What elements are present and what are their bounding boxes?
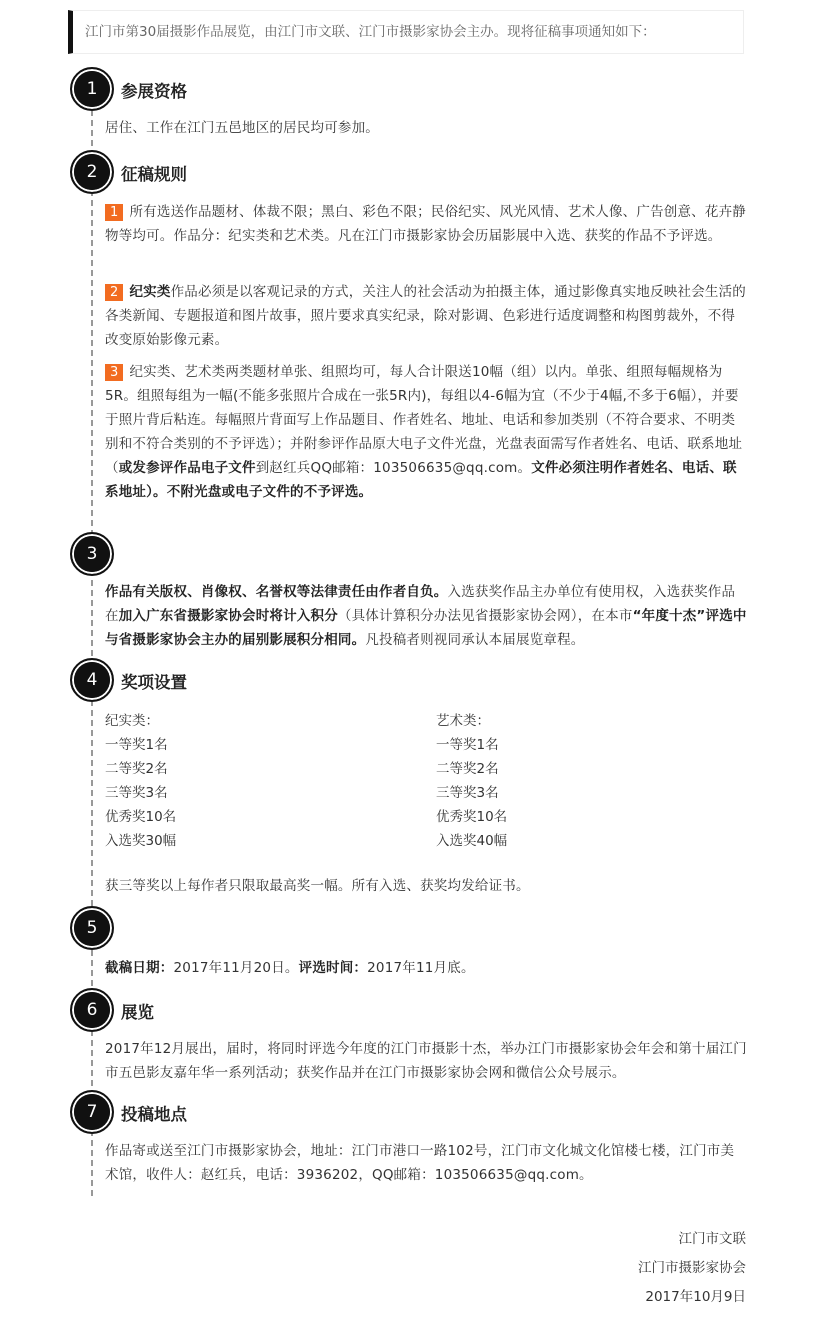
awards-art [436, 709, 507, 853]
section-number-7: 7 [70, 1090, 114, 1134]
awards-doc-item: 入选奖30幅 [105, 833, 177, 849]
rule-3-text: 纪实类、艺术类两类题材单张、组照均可，每人合计限送10幅（组）以内。单张、组照每幅规格为5R。组照每组为一幅(不能多张照片合成在一张5R内)，每组以4-6幅为宜（不少于4幅,不多于6幅），并要于照片背后粘连。每幅照片背面写上作品题目、作者姓名、地址、电话和参加类别（不符合要求、不明类别和不符合类别的不予评选）；并附参评作品原大电子文件光盘，光盘表面需写作者姓名、电话、联系地址（ [105, 364, 743, 476]
submission-text: 作品寄或送至江门市摄影家协会，地址：江门市港口一路102号，江门市文化城文化馆楼七楼，江门市美术馆，收件人：赵红兵，电话：3936202，QQ邮箱：103506635@qq.com。 [105, 1143, 735, 1183]
judging-value: 2017年11月底。 [367, 960, 475, 976]
section-number-5: 5 [70, 906, 114, 950]
rule-3-text-2: 到赵红兵QQ邮箱：103506635@qq.com。 [255, 460, 532, 476]
section-title-submission: 投稿地点 [121, 1105, 187, 1124]
section-number-1: 1 [70, 67, 114, 111]
awards-doc-heading: 纪实类： [105, 713, 159, 729]
awards-art-item: 一等奖1名 [436, 737, 499, 753]
signature-date: 2017年10月9日 [645, 1289, 746, 1305]
section-title-awards: 奖项设置 [121, 673, 187, 692]
rule-2 [105, 280, 747, 352]
rule-2-bold: 纪实类 [129, 284, 171, 300]
section-number-6: 6 [70, 988, 114, 1032]
rule-1 [105, 200, 747, 248]
section-title-exhibition: 展览 [121, 1003, 154, 1022]
copyright-text-2: （具体计算积分办法见省摄影家协会网），在本市 [337, 608, 633, 624]
copyright-bold-2: 加入广东省摄影家协会时将计入积分 [118, 608, 338, 624]
section-title-eligibility: 参展资格 [121, 82, 187, 101]
section-number-2: 2 [70, 150, 114, 194]
awards-documentary [105, 709, 176, 853]
awards-art-item: 三等奖3名 [436, 785, 499, 801]
awards-doc-item: 三等奖3名 [105, 785, 168, 801]
awards-art-item: 入选奖40幅 [436, 833, 508, 849]
awards-doc-item: 优秀奖10名 [105, 809, 177, 825]
rule-1-text: 所有选送作品题材、体裁不限；黑白、彩色不限；民俗纪实、风光风情、艺术人像、广告创意、花卉静物等均可。作品分：纪实类和艺术类。凡在江门市摄影家协会历届影展中入选、获奖的作品不予评选。 [105, 204, 746, 244]
signature-org-1: 江门市文联 [678, 1231, 746, 1247]
section-title-rules: 征稿规则 [121, 165, 187, 184]
exhibition-text: 2017年12月展出，届时，将同时评选今年度的江门市摄影十杰，举办江门市摄影家协会年会和第十届江门市五邑影友嘉年华一系列活动；获奖作品并在江门市摄影家协会网和微信公众号展示。 [105, 1041, 747, 1081]
copyright-text [105, 580, 747, 652]
rule-2-text: 作品必须是以客观记录的方式，关注人的社会活动为拍摄主体，通过影像真实地反映社会生活的各类新闻、专题报道和图片故事，照片要求真实纪录，除对影调、色彩进行适度调整和构图剪裁外，不得改变原始影像元素。 [105, 284, 746, 348]
rule-3 [105, 360, 747, 504]
signature-org-2: 江门市摄影家协会 [638, 1260, 746, 1276]
rule-badge-3: 3 [105, 364, 123, 381]
copyright-bold-1: 作品有关版权、肖像权、名誉权等法律责任由作者自负。 [105, 584, 448, 600]
deadline-value: 2017年11月20日。 [173, 960, 299, 976]
rule-badge-2: 2 [105, 284, 123, 301]
copyright-bold-3: “年度十杰”评选中与省摄影家协会主办的届别影展积分相同。 [105, 608, 747, 648]
awards-doc-item: 一等奖1名 [105, 737, 168, 753]
awards-art-item: 二等奖2名 [436, 761, 499, 777]
section-number-3: 3 [70, 532, 114, 576]
section-number-4: 4 [70, 658, 114, 702]
rule-badge-1: 1 [105, 204, 123, 221]
intro-banner: 江门市第30届摄影作品展览，由江门市文联、江门市摄影家协会主办。现将征稿事项通知如下： [68, 10, 744, 54]
rule-3-bold-2: 文件必须注明作者姓名、电话、联系地址）。不附光盘或电子文件的不予评选。 [105, 460, 737, 500]
eligibility-text: 居住、工作在江门五邑地区的居民均可参加。 [105, 120, 379, 136]
awards-art-heading: 艺术类： [436, 713, 490, 729]
awards-art-item: 优秀奖10名 [436, 809, 508, 825]
copyright-text-1: 入选获奖作品主办单位有使用权，入选获奖作品在 [105, 584, 736, 624]
judging-label: 评选时间： [298, 960, 368, 976]
awards-note: 获三等奖以上每作者只限取最高奖一幅。所有入选、获奖均发给证书。 [105, 878, 530, 894]
copyright-text-3: 凡投稿者则视同承认本届展览章程。 [365, 632, 585, 648]
rule-3-bold-1: 或发参评作品电子文件 [118, 460, 256, 476]
deadline-label: 截稿日期： [105, 960, 174, 976]
dates-text [105, 956, 747, 980]
awards-doc-item: 二等奖2名 [105, 761, 168, 777]
